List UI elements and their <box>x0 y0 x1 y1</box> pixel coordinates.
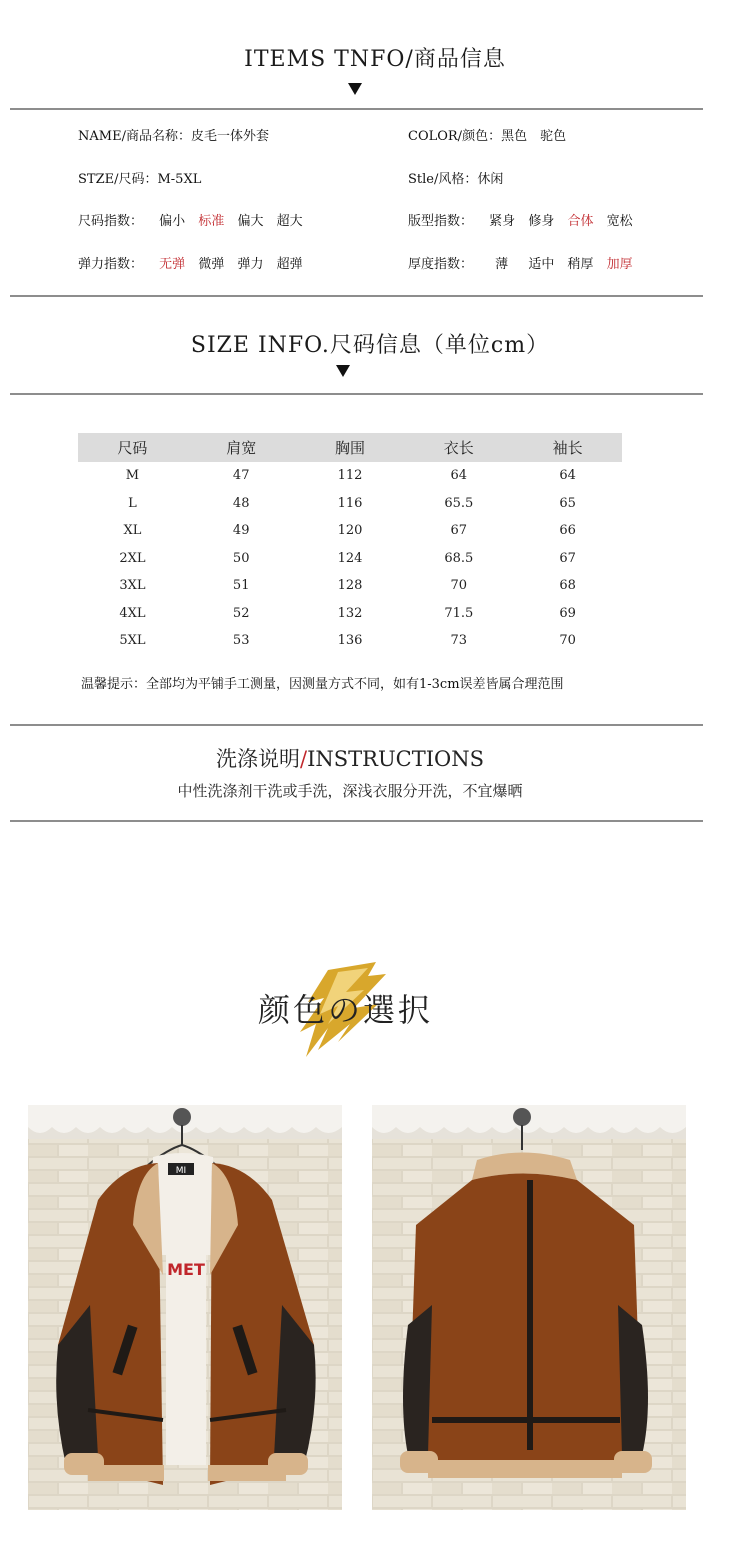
column-header: 肩宽 <box>187 433 296 462</box>
size-info-title: SIZE INFO.尺码信息（单位cm） <box>190 333 550 358</box>
table-cell: 49 <box>232 523 250 539</box>
table-cell: 5XL <box>119 633 146 649</box>
jacket-back-photo <box>372 1105 686 1510</box>
instructions-title-cn: 洗涤说明 <box>216 747 300 771</box>
divider <box>10 295 703 297</box>
table-cell: L <box>128 495 137 511</box>
thickness-option: 稍厚 <box>567 257 594 272</box>
table-row <box>78 627 622 655</box>
shape-index-label: 版型指数： <box>408 214 474 229</box>
table-row <box>78 545 622 573</box>
instructions-text: 中性洗涤剂干洗或手洗，深浅衣服分开洗，不宜爆晒 <box>177 782 523 800</box>
shape-option: 宽松 <box>606 214 633 229</box>
table-cell: 68 <box>559 578 576 594</box>
size-table <box>78 433 622 655</box>
product-color: COLOR/颜色：黑色 驼色 <box>408 129 567 144</box>
table-cell: M <box>125 468 140 484</box>
table-cell: 67 <box>559 550 576 566</box>
column-header: 尺码 <box>78 433 187 462</box>
instructions-title <box>0 743 700 773</box>
divider <box>10 820 703 822</box>
table-cell: 73 <box>450 633 468 649</box>
shape-index <box>408 210 642 229</box>
fit-option: 偏大 <box>237 214 264 229</box>
table-cell: XL <box>123 523 142 539</box>
down-arrow-icon <box>336 365 350 377</box>
table-cell: 3XL <box>119 578 146 594</box>
fit-option: 超大 <box>276 214 303 229</box>
table-cell: 47 <box>232 468 250 484</box>
table-cell: 50 <box>232 550 250 566</box>
instructions-slash: / <box>300 747 308 771</box>
shape-option: 修身 <box>528 214 555 229</box>
shape-option-selected: 合体 <box>567 214 594 229</box>
thickness-option-selected: 加厚 <box>606 257 633 272</box>
thickness-index <box>408 253 642 272</box>
product-style: Stle/风格：休闲 <box>408 172 504 187</box>
thickness-option: 薄 <box>495 257 509 272</box>
table-cell: 116 <box>337 495 363 511</box>
table-row <box>78 490 622 518</box>
divider <box>10 393 703 395</box>
table-row <box>78 462 622 490</box>
table-cell: 66 <box>559 523 576 539</box>
column-header: 袖长 <box>513 433 622 462</box>
product-size: STZE/尺码：M-5XL <box>78 172 202 187</box>
table-cell: 124 <box>337 550 363 566</box>
table-cell: 128 <box>337 578 363 594</box>
tee-print-text: MET <box>167 1260 205 1279</box>
table-cell: 132 <box>337 605 363 621</box>
size-table-header <box>78 433 622 462</box>
stretch-option: 超弹 <box>276 257 303 272</box>
color-select-title: 颜色の選択 <box>258 991 434 1029</box>
fit-index <box>78 210 312 229</box>
table-row <box>78 517 622 545</box>
jacket-front-photo <box>28 1105 342 1510</box>
thickness-option: 适中 <box>528 257 555 272</box>
table-cell: 71.5 <box>444 605 474 621</box>
table-cell: 70 <box>559 633 576 649</box>
stretch-option: 弹力 <box>237 257 264 272</box>
table-cell: 53 <box>232 633 250 649</box>
table-cell: 51 <box>232 578 250 594</box>
product-name: NAME/商品名称：皮毛一体外套 <box>78 129 269 144</box>
table-cell: 136 <box>337 633 363 649</box>
stretch-index-label: 弹力指数： <box>78 257 144 272</box>
items-info-title: ITEMS TNFO/商品信息 <box>244 47 506 72</box>
table-cell: 120 <box>337 523 363 539</box>
fit-index-label: 尺码指数： <box>78 214 144 229</box>
shape-option: 紧身 <box>489 214 516 229</box>
collar-tag-text: MI <box>175 1166 187 1176</box>
instructions-title-en: INSTRUCTIONS <box>307 747 484 771</box>
table-cell: 65 <box>559 495 576 511</box>
table-cell: 2XL <box>119 550 146 566</box>
table-cell: 68.5 <box>444 550 474 566</box>
table-cell: 4XL <box>119 605 146 621</box>
table-cell: 67 <box>450 523 468 539</box>
table-cell: 64 <box>559 468 576 484</box>
table-cell: 52 <box>232 605 250 621</box>
thickness-index-label: 厚度指数： <box>408 257 474 272</box>
fit-option-selected: 标准 <box>198 214 225 229</box>
stretch-index <box>78 253 312 272</box>
stretch-option: 微弹 <box>198 257 225 272</box>
stretch-option-selected: 无弹 <box>159 257 186 272</box>
table-cell: 69 <box>559 605 576 621</box>
column-header: 胸围 <box>296 433 405 462</box>
table-cell: 112 <box>337 468 363 484</box>
column-header: 衣长 <box>404 433 513 462</box>
measurement-note: 温馨提示：全部均为平铺手工测量，因测量方式不同，如有1-3cm误差皆属合理范围 <box>81 677 564 692</box>
table-cell: 65.5 <box>444 495 474 511</box>
table-cell: 48 <box>232 495 250 511</box>
table-cell: 64 <box>450 468 468 484</box>
table-row <box>78 600 622 628</box>
divider <box>10 724 703 726</box>
divider <box>10 108 703 110</box>
table-row <box>78 572 622 600</box>
down-arrow-icon <box>348 83 362 95</box>
fit-option: 偏小 <box>159 214 186 229</box>
table-cell: 70 <box>450 578 468 594</box>
